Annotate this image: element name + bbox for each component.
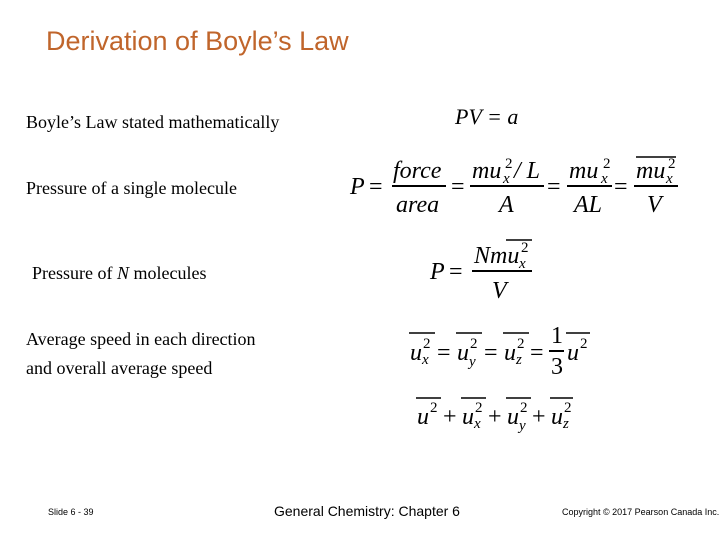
svg-text:=: =	[484, 340, 498, 366]
svg-text:z: z	[516, 352, 522, 368]
svg-text:y: y	[469, 354, 476, 370]
svg-text:u: u	[551, 404, 563, 430]
label-boyles-law: Boyle’s Law stated mathematically	[26, 112, 280, 132]
svg-text:1: 1	[551, 323, 563, 349]
footer-copyright: Copyright © 2017 Pearson Canada Inc.	[562, 507, 720, 517]
slide-title: Derivation of Boyle’s Law	[46, 26, 349, 56]
svg-text:=: =	[614, 174, 628, 200]
svg-text:2: 2	[520, 400, 528, 416]
svg-text:Nmu: Nmu	[474, 243, 520, 269]
svg-text:=: =	[547, 174, 561, 200]
svg-text:=: =	[437, 340, 451, 366]
svg-text:mu: mu	[569, 158, 599, 184]
svg-text:V: V	[492, 278, 507, 304]
svg-text:P: P	[430, 259, 445, 285]
svg-text:2: 2	[564, 400, 572, 416]
svg-text:+: +	[532, 404, 546, 430]
svg-text:force: force	[393, 158, 442, 184]
svg-text:2: 2	[603, 156, 611, 172]
svg-text:2: 2	[505, 156, 513, 172]
svg-text:x: x	[519, 256, 526, 272]
svg-text:2: 2	[580, 336, 588, 352]
svg-text:2: 2	[521, 240, 529, 256]
svg-text:area: area	[396, 192, 440, 218]
label-pressure-single: Pressure of a single molecule	[26, 178, 237, 198]
svg-text:z: z	[563, 416, 569, 432]
svg-text:mu: mu	[636, 158, 666, 184]
equation-pv-equals-a: PV = a	[455, 104, 519, 129]
label-pressure-n-molecules: Pressure of N molecules	[32, 263, 207, 283]
svg-text:AL: AL	[574, 192, 603, 218]
svg-text:u: u	[410, 340, 422, 366]
svg-text:=: =	[369, 174, 383, 200]
svg-text:P: P	[350, 174, 365, 200]
label-average-speed-line2: and overall average speed	[26, 358, 213, 378]
svg-text:2: 2	[475, 400, 483, 416]
svg-text:x: x	[422, 352, 429, 368]
svg-text:V: V	[647, 192, 662, 218]
svg-text:u: u	[457, 340, 469, 366]
svg-text:/ L: / L	[514, 158, 541, 184]
svg-text:y: y	[519, 418, 526, 434]
footer-slide-number: Slide 6 - 39	[48, 507, 94, 517]
svg-text:x: x	[474, 416, 481, 432]
svg-text:u: u	[504, 340, 516, 366]
svg-text:2: 2	[423, 336, 431, 352]
svg-text:2: 2	[430, 400, 438, 416]
svg-text:x: x	[666, 171, 673, 187]
svg-text:u: u	[417, 404, 429, 430]
svg-text:u: u	[567, 340, 579, 366]
svg-text:A: A	[499, 192, 514, 218]
svg-text:=: =	[449, 259, 463, 285]
svg-text:u: u	[507, 404, 519, 430]
svg-text:x: x	[503, 171, 510, 187]
svg-text:+: +	[488, 404, 502, 430]
footer-course-title: General Chemistry: Chapter 6	[274, 503, 460, 519]
svg-text:u: u	[462, 404, 474, 430]
label-average-speed-line1: Average speed in each direction	[26, 329, 256, 349]
svg-text:2: 2	[517, 336, 525, 352]
svg-text:=: =	[530, 340, 544, 366]
svg-text:+: +	[443, 404, 457, 430]
svg-text:x: x	[601, 171, 608, 187]
svg-text:3: 3	[551, 354, 563, 380]
svg-text:=: =	[451, 174, 465, 200]
svg-text:2: 2	[470, 336, 478, 352]
svg-text:2: 2	[668, 156, 676, 172]
svg-text:mu: mu	[472, 158, 502, 184]
